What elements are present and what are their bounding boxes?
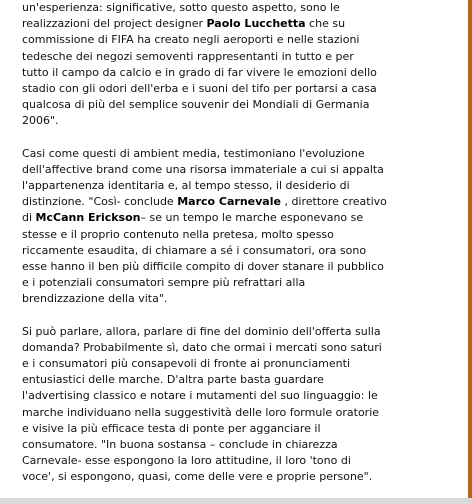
text-line xyxy=(22,275,462,291)
text-segment: tedesche dei negozi semoventi rappresentanti in tutto e per xyxy=(22,49,354,63)
text-line xyxy=(22,32,462,48)
text-line xyxy=(22,81,462,97)
text-line xyxy=(22,65,462,81)
text-line xyxy=(22,49,462,65)
text-line xyxy=(22,356,462,372)
text-segment: e visive la più efficace testa di ponte per agganciare il xyxy=(22,421,321,435)
text-segment: dell'affective brand come una risorsa immateriale a cui si appalta xyxy=(22,162,384,176)
text-segment: , direttore creativo xyxy=(280,195,387,209)
text-segment: realizzazioni del project designer xyxy=(22,17,207,31)
text-segment: commissione di FIFA ha creato negli aeroporti e nelle stazioni xyxy=(22,33,360,47)
text-segment: Carnevale- esse espongono la loro attitudine, il loro 'tono di xyxy=(22,454,351,468)
text-segment: e i potenziali consumatori sempre più refrattari alla xyxy=(22,276,306,290)
text-line xyxy=(22,113,462,129)
text-segment: esse hanno il ben più difficile compito di dover stanare il pubblico xyxy=(22,260,384,274)
text-line xyxy=(22,259,462,275)
text-line xyxy=(22,16,462,32)
text-segment: marche individuano nella suggestività delle loro formule oratorie xyxy=(22,405,380,419)
text-line xyxy=(22,210,462,226)
text-segment: e i consumatori più consapevoli di fronte ai pronunciamenti xyxy=(22,357,351,371)
text-segment: Casi come questi di ambient media, testimoniano l'evoluzione xyxy=(22,146,365,160)
text-segment: tutto il campo da calcio e in grado di far vivere le emozioni dello xyxy=(22,65,377,79)
bold-name: Paolo Lucchetta xyxy=(206,17,306,31)
text-line xyxy=(22,227,462,243)
text-line xyxy=(22,469,462,485)
text-line xyxy=(22,243,462,259)
text-segment: 2006". xyxy=(22,114,59,128)
article-body xyxy=(22,0,462,502)
paragraph xyxy=(22,146,462,308)
text-line xyxy=(22,453,462,469)
bold-name: McCann Erickson xyxy=(35,211,141,225)
text-segment: stadio con gli odori dell'erba e i suoni del tifo per portarsi a casa xyxy=(22,82,377,96)
text-line xyxy=(22,97,462,113)
text-segment: che su xyxy=(305,17,346,31)
bold-name: Marco Carnevale xyxy=(177,195,281,209)
text-segment: un'esperienza: significative, sotto questo aspetto, sono le xyxy=(22,1,340,14)
text-segment: Si può parlare, allora, parlare di fine del dominio dell'offerta sulla xyxy=(22,324,381,338)
text-line xyxy=(22,146,462,162)
paragraph xyxy=(22,324,462,486)
text-line xyxy=(22,194,462,210)
text-segment: di xyxy=(22,211,36,225)
text-segment: – se un tempo le marche esponevano se xyxy=(140,211,364,225)
text-segment: consumatore. "In buona sostansa – conclude in chiarezza xyxy=(22,438,338,452)
page-bottom-border xyxy=(0,498,472,504)
text-line xyxy=(22,178,462,194)
text-segment: stesse e il proprio contenuto nella pretesa, molto spesso xyxy=(22,227,334,241)
text-line xyxy=(22,324,462,340)
text-segment: l'appartenenza identitaria e, al tempo stesso, il desiderio di xyxy=(22,179,350,193)
page-right-border xyxy=(468,0,472,504)
text-segment: entusiastici delle marche. D'altra parte basta guardare xyxy=(22,373,324,387)
text-segment: distinzione. "Così- conclude xyxy=(22,195,178,209)
text-segment: domanda? Probabilmente sì, dato che ormai i mercati sono saturi xyxy=(22,340,382,354)
text-line xyxy=(22,388,462,404)
paragraph xyxy=(22,0,462,130)
text-line xyxy=(22,0,462,16)
text-line xyxy=(22,162,462,178)
text-line xyxy=(22,340,462,356)
text-segment: voce', si espongono, quasi, come delle vere e proprie persone". xyxy=(22,470,373,484)
text-line xyxy=(22,372,462,388)
text-line xyxy=(22,405,462,421)
text-segment: qualcosa di più del semplice souvenir dei Mondiali di Germania xyxy=(22,98,370,112)
text-segment: l'advertising classico e notare i mutamenti del suo linguaggio: le xyxy=(22,389,378,403)
text-segment: brendizzazione della vita". xyxy=(22,292,168,306)
text-line xyxy=(22,437,462,453)
text-line xyxy=(22,291,462,307)
text-segment: riccamente esaudita, di chiamare a sé i consumatori, ora sono xyxy=(22,243,367,257)
text-line xyxy=(22,421,462,437)
